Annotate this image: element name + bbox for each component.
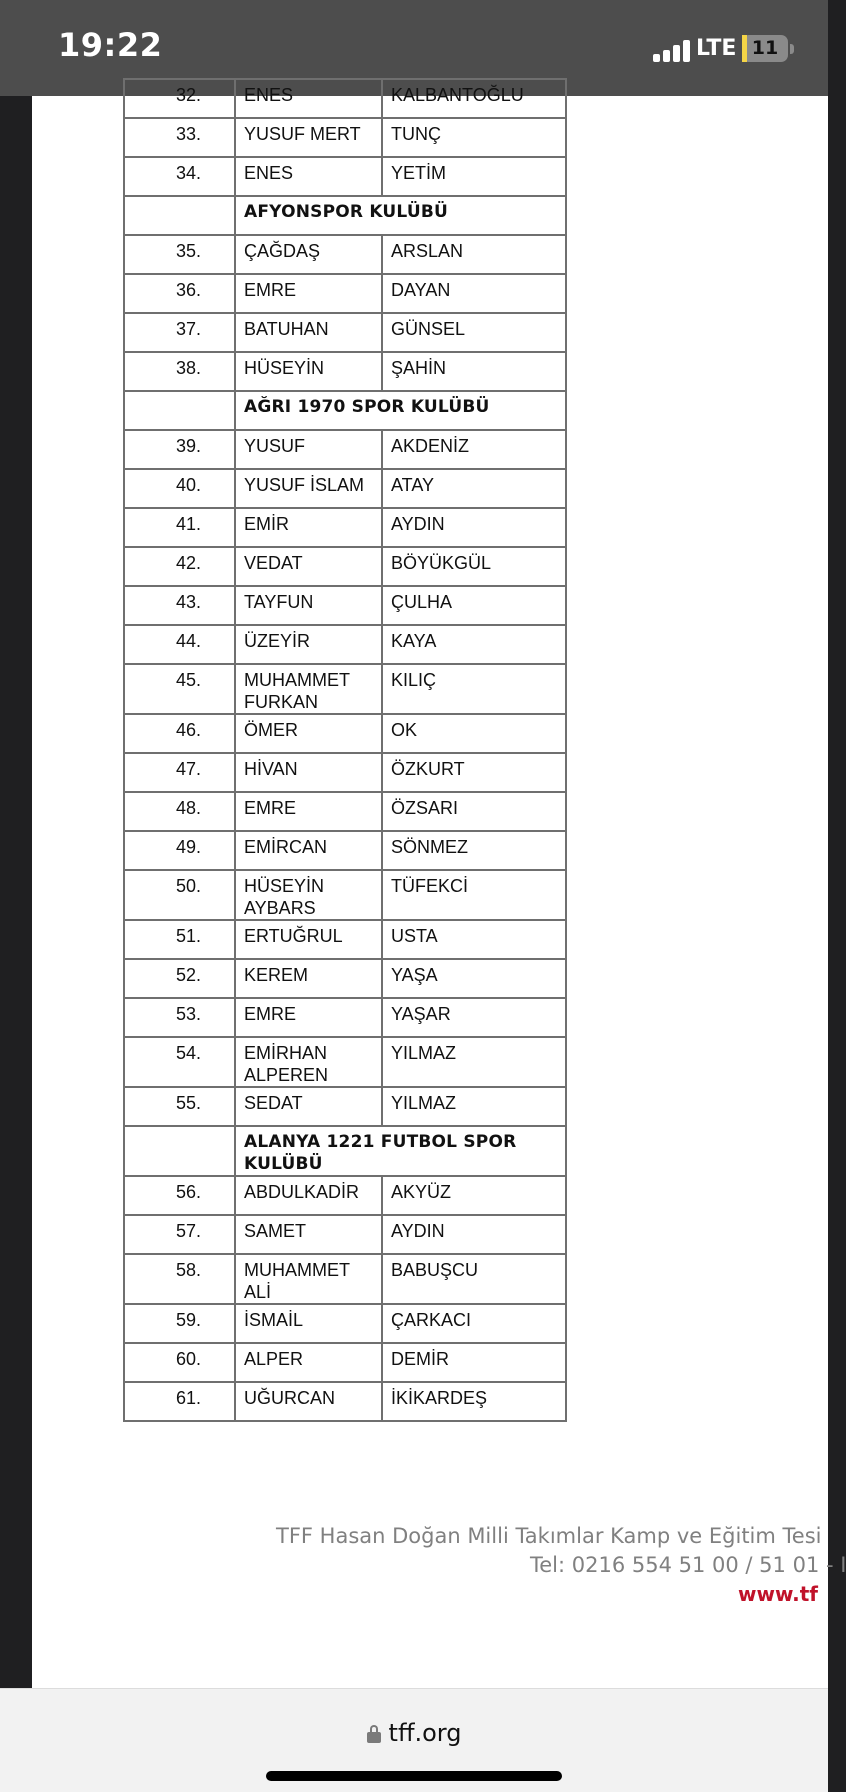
player-last-name: AYDIN bbox=[382, 508, 566, 547]
player-number: 58. bbox=[124, 1254, 235, 1304]
player-first-name: YUSUF bbox=[235, 430, 382, 469]
url-text[interactable]: tff.org bbox=[388, 1719, 462, 1747]
player-number: 35. bbox=[124, 235, 235, 274]
address-bar[interactable] bbox=[0, 1715, 828, 1751]
player-last-name: AKYÜZ bbox=[382, 1176, 566, 1215]
footer-address: TFF Hasan Doğan Milli Takımlar Kamp ve Eğitim Tesi bbox=[276, 1524, 822, 1548]
table-row bbox=[124, 1037, 566, 1087]
player-number: 41. bbox=[124, 508, 235, 547]
player-first-name: EMRE bbox=[235, 998, 382, 1037]
network-type-label: LTE bbox=[696, 36, 737, 61]
table-row bbox=[124, 547, 566, 586]
footer-phone: Tel: 0216 554 51 00 / 51 01 - I bbox=[530, 1553, 846, 1577]
player-number: 50. bbox=[124, 870, 235, 920]
lock-icon bbox=[367, 1725, 381, 1743]
table-row bbox=[124, 1176, 566, 1215]
table-row bbox=[124, 118, 566, 157]
battery-icon bbox=[742, 35, 788, 62]
status-time: 19:22 bbox=[58, 26, 163, 64]
player-last-name: TUNÇ bbox=[382, 118, 566, 157]
player-number: 37. bbox=[124, 313, 235, 352]
table-row bbox=[124, 430, 566, 469]
player-number: 54. bbox=[124, 1037, 235, 1087]
club-header-spacer bbox=[124, 1126, 235, 1176]
player-last-name: İKİKARDEŞ bbox=[382, 1382, 566, 1421]
player-number: 34. bbox=[124, 157, 235, 196]
player-first-name: TAYFUN bbox=[235, 586, 382, 625]
document-page[interactable] bbox=[32, 85, 846, 1688]
player-number: 53. bbox=[124, 998, 235, 1037]
player-number: 59. bbox=[124, 1304, 235, 1343]
player-last-name: ÖZSARI bbox=[382, 792, 566, 831]
table-row bbox=[124, 1254, 566, 1304]
table-row bbox=[124, 1382, 566, 1421]
table-row-partial bbox=[124, 79, 566, 118]
player-last-name: ÇULHA bbox=[382, 586, 566, 625]
table-row bbox=[124, 664, 566, 714]
player-last-name: DAYAN bbox=[382, 274, 566, 313]
player-first-name: SEDAT bbox=[235, 1087, 382, 1126]
table-row bbox=[124, 352, 566, 391]
table-row bbox=[124, 753, 566, 792]
player-first-name: YUSUF MERT bbox=[235, 118, 382, 157]
table-row bbox=[124, 998, 566, 1037]
player-last-name: YAŞAR bbox=[382, 998, 566, 1037]
player-first-name: HÜSEYİN AYBARS bbox=[235, 870, 382, 920]
player-first-name: EMİR bbox=[235, 508, 382, 547]
player-first-name: EMİRHAN ALPEREN bbox=[235, 1037, 382, 1087]
home-indicator[interactable] bbox=[266, 1771, 562, 1781]
table-row bbox=[124, 1304, 566, 1343]
player-last-name: ARSLAN bbox=[382, 235, 566, 274]
player-number: 51. bbox=[124, 920, 235, 959]
player-last-name: YILMAZ bbox=[382, 1087, 566, 1126]
player-number: 33. bbox=[124, 118, 235, 157]
table-row bbox=[124, 313, 566, 352]
player-last-name: KILIÇ bbox=[382, 664, 566, 714]
player-last-name: YETİM bbox=[382, 157, 566, 196]
table-row bbox=[124, 1087, 566, 1126]
table-row bbox=[124, 920, 566, 959]
table-row bbox=[124, 1343, 566, 1382]
player-number: 52. bbox=[124, 959, 235, 998]
browser-bottom-bar bbox=[0, 1688, 828, 1792]
player-number: 36. bbox=[124, 274, 235, 313]
player-number: 48. bbox=[124, 792, 235, 831]
table-row bbox=[124, 959, 566, 998]
player-last-name: KAYA bbox=[382, 625, 566, 664]
player-first-name: HİVAN bbox=[235, 753, 382, 792]
player-last-name: ATAY bbox=[382, 469, 566, 508]
footer-website-link[interactable]: www.tf bbox=[738, 1582, 819, 1606]
roster-table bbox=[123, 78, 567, 1422]
table-row bbox=[124, 625, 566, 664]
player-first-name: ABDULKADİR bbox=[235, 1176, 382, 1215]
player-number: 60. bbox=[124, 1343, 235, 1382]
player-number: 39. bbox=[124, 430, 235, 469]
player-first-name: UĞURCAN bbox=[235, 1382, 382, 1421]
player-last-name: YILMAZ bbox=[382, 1037, 566, 1087]
roster-table-body bbox=[124, 79, 566, 1421]
player-last-name: TÜFEKCİ bbox=[382, 870, 566, 920]
player-first-name: VEDAT bbox=[235, 547, 382, 586]
player-last-name: BABUŞCU bbox=[382, 1254, 566, 1304]
table-row bbox=[124, 469, 566, 508]
player-number: 55. bbox=[124, 1087, 235, 1126]
player-number: 47. bbox=[124, 753, 235, 792]
player-first-name: SAMET bbox=[235, 1215, 382, 1254]
club-header-row bbox=[124, 391, 566, 430]
cellular-signal-icon bbox=[653, 38, 691, 62]
club-header-spacer bbox=[124, 196, 235, 235]
player-number: 38. bbox=[124, 352, 235, 391]
player-first-name: EMİRCAN bbox=[235, 831, 382, 870]
player-last-name: GÜNSEL bbox=[382, 313, 566, 352]
player-first-name: İSMAİL bbox=[235, 1304, 382, 1343]
player-number: 44. bbox=[124, 625, 235, 664]
club-header-spacer bbox=[124, 391, 235, 430]
player-first-name: HÜSEYİN bbox=[235, 352, 382, 391]
player-number: 43. bbox=[124, 586, 235, 625]
player-first-name: ÖMER bbox=[235, 714, 382, 753]
player-first-name: EMRE bbox=[235, 792, 382, 831]
player-first-name: BATUHAN bbox=[235, 313, 382, 352]
table-row bbox=[124, 714, 566, 753]
player-number: 61. bbox=[124, 1382, 235, 1421]
player-last-name: ÇARKACI bbox=[382, 1304, 566, 1343]
player-number: 42. bbox=[124, 547, 235, 586]
player-first-name: YUSUF İSLAM bbox=[235, 469, 382, 508]
player-number: 45. bbox=[124, 664, 235, 714]
player-first-name: ENES bbox=[235, 79, 382, 118]
player-last-name: BÖYÜKGÜL bbox=[382, 547, 566, 586]
player-first-name: ENES bbox=[235, 157, 382, 196]
player-first-name: ERTUĞRUL bbox=[235, 920, 382, 959]
table-row bbox=[124, 586, 566, 625]
player-last-name: ÖZKURT bbox=[382, 753, 566, 792]
player-first-name: KEREM bbox=[235, 959, 382, 998]
table-row bbox=[124, 274, 566, 313]
player-number: 46. bbox=[124, 714, 235, 753]
club-name: AĞRI 1970 SPOR KULÜBÜ bbox=[235, 391, 566, 430]
player-last-name: KALBANTOĞLU bbox=[382, 79, 566, 118]
player-first-name: ÜZEYİR bbox=[235, 625, 382, 664]
player-first-name: EMRE bbox=[235, 274, 382, 313]
player-number: 32. bbox=[124, 79, 235, 118]
club-header-row bbox=[124, 1126, 566, 1176]
table-row bbox=[124, 157, 566, 196]
player-last-name: DEMİR bbox=[382, 1343, 566, 1382]
player-first-name: MUHAMMET ALİ bbox=[235, 1254, 382, 1304]
player-first-name: ÇAĞDAŞ bbox=[235, 235, 382, 274]
player-number: 57. bbox=[124, 1215, 235, 1254]
table-row bbox=[124, 792, 566, 831]
table-row bbox=[124, 508, 566, 547]
player-last-name: AKDENİZ bbox=[382, 430, 566, 469]
player-number: 40. bbox=[124, 469, 235, 508]
player-number: 49. bbox=[124, 831, 235, 870]
club-header-row bbox=[124, 196, 566, 235]
player-last-name: AYDIN bbox=[382, 1215, 566, 1254]
table-row bbox=[124, 870, 566, 920]
player-last-name: OK bbox=[382, 714, 566, 753]
club-name: ALANYA 1221 FUTBOL SPOR KULÜBÜ bbox=[235, 1126, 566, 1176]
player-number: 56. bbox=[124, 1176, 235, 1215]
player-last-name: YAŞA bbox=[382, 959, 566, 998]
table-row bbox=[124, 831, 566, 870]
table-row bbox=[124, 235, 566, 274]
table-row bbox=[124, 1215, 566, 1254]
player-last-name: USTA bbox=[382, 920, 566, 959]
battery-cap bbox=[790, 44, 794, 54]
battery-level-text: 11 bbox=[751, 37, 779, 59]
player-last-name: SÖNMEZ bbox=[382, 831, 566, 870]
club-name: AFYONSPOR KULÜBÜ bbox=[235, 196, 566, 235]
player-first-name: ALPER bbox=[235, 1343, 382, 1382]
player-last-name: ŞAHİN bbox=[382, 352, 566, 391]
player-first-name: MUHAMMET FURKAN bbox=[235, 664, 382, 714]
